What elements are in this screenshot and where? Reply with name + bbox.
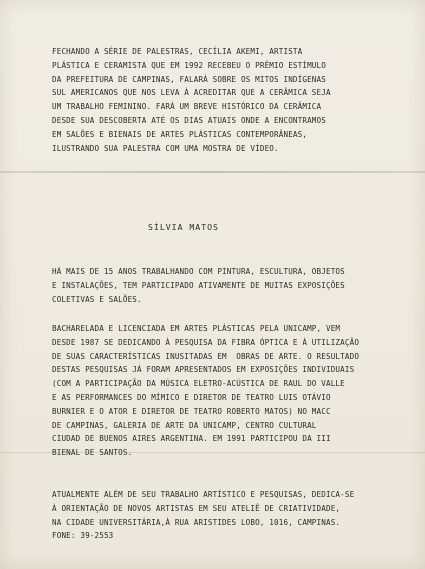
text-line: ILUSTRANDO SUA PALESTRA COM UMA MOSTRA DE VÍDEO. [52,143,279,153]
paragraph-education-research [52,322,392,460]
text-line: ATUALMENTE ALÉM DE SEU TRABALHO ARTÍSTICO E PESQUISAS, DEDICA-SE [52,490,355,499]
text-line: DESDE SUA DESCOBERTA ATÉ OS DIAS ATUAIS ONDE A ENCONTRAMOS [52,115,326,125]
text-line: CIUDAD DE BUENOS AIRES ARGENTINA. EM 1991 PARTICIPOU DA III [52,434,331,444]
paragraph-akemi-lecture [52,45,392,155]
text-line: DESTAS PESQUISAS JÁ FORAM APRESENTADOS EM EXPOSIÇÕES INDIVIDUAIS [52,365,355,375]
text-line: DE CAMPINAS, GALERIA DE ARTE DA UNICAMP, CENTRO CULTURAL [52,420,317,430]
text-line: À ORIENTAÇÃO DE NOVOS ARTISTAS EM SEU ATELIÊ DE CRIATIVIDADE, [52,503,341,513]
text-line: E INSTALAÇÕES, TEM PARTICIPADO ATIVAMENTE DE MUITAS EXPOSIÇÕES [52,280,345,290]
text-line: HÁ MAIS DE 15 ANOS TRABALHANDO COM PINTURA, ESCULTURA, OBJETOS [52,267,345,276]
text-line: NA CIDADE UNIVERSITÁRIA,À RUA ARISTIDES LOBO, 1016, CAMPINAS. [52,517,341,527]
text-line: E AS PERFORMANCES DO MÍMICO E DIRETOR DE TEATRO LUIS OTÁVIO [52,392,331,402]
text-line: BURNIER E O ATOR E DIRETOR DE TEATRO ROBERTO MATOS) NO MACC [52,406,331,416]
paragraph-current-activities [52,488,392,543]
text-line: EM SALÕES E BIENAIS DE ARTES PLÁSTICAS CONTEMPORÂNEAS, [52,129,308,139]
text-line: COLETIVAS E SALÕES. [52,294,142,304]
text-line: FECHANDO A SÉRIE DE PALESTRAS, CECÍLIA AKEMI, ARTISTA [52,47,303,56]
text-line: DA PREFEITURA DE CAMPINAS, FALARÁ SOBRE OS MITOS INDÍGENAS [52,74,326,84]
page-fold-line [0,171,425,173]
text-line: DESDE 1987 SE DEDICANDO À PESQUISA DA FIBRA ÓPTICA E À UTILIZAÇÃO [52,337,360,347]
text-line: (COM A PARTICIPAÇÃO DA MÚSICA ELETRO-ACÚSTICA DE RAUL DO VALLE [52,379,345,389]
text-line: PLÁSTICA E CERAMISTA QUE EM 1992 RECEBEU O PRÊMIO ESTÍMULO [52,60,326,70]
text-line: FONE: 39-2553 [52,531,114,541]
text-line: SUL AMERICANOS QUE NOS LEVA À ACREDITAR QUE A CERÂMICA SEJA [52,88,331,98]
paragraph-experience [52,265,392,306]
section-title: SÍLVIA MATOS [148,222,219,232]
text-line: UM TRABALHO FEMININO. FARÁ UM BREVE HISTÓRICO DA CERÂMICA [52,102,322,112]
text-line: BACHARELADA E LICENCIADA EM ARTES PLÁSTICAS PELA UNICAMP, VEM [52,324,341,333]
text-line: DE SUAS CARACTERÍSTICAS INUSITADAS EM OBRAS DE ARTE. O RESULTADO [52,351,360,361]
text-line: BIENAL DE SANTOS. [52,448,133,458]
